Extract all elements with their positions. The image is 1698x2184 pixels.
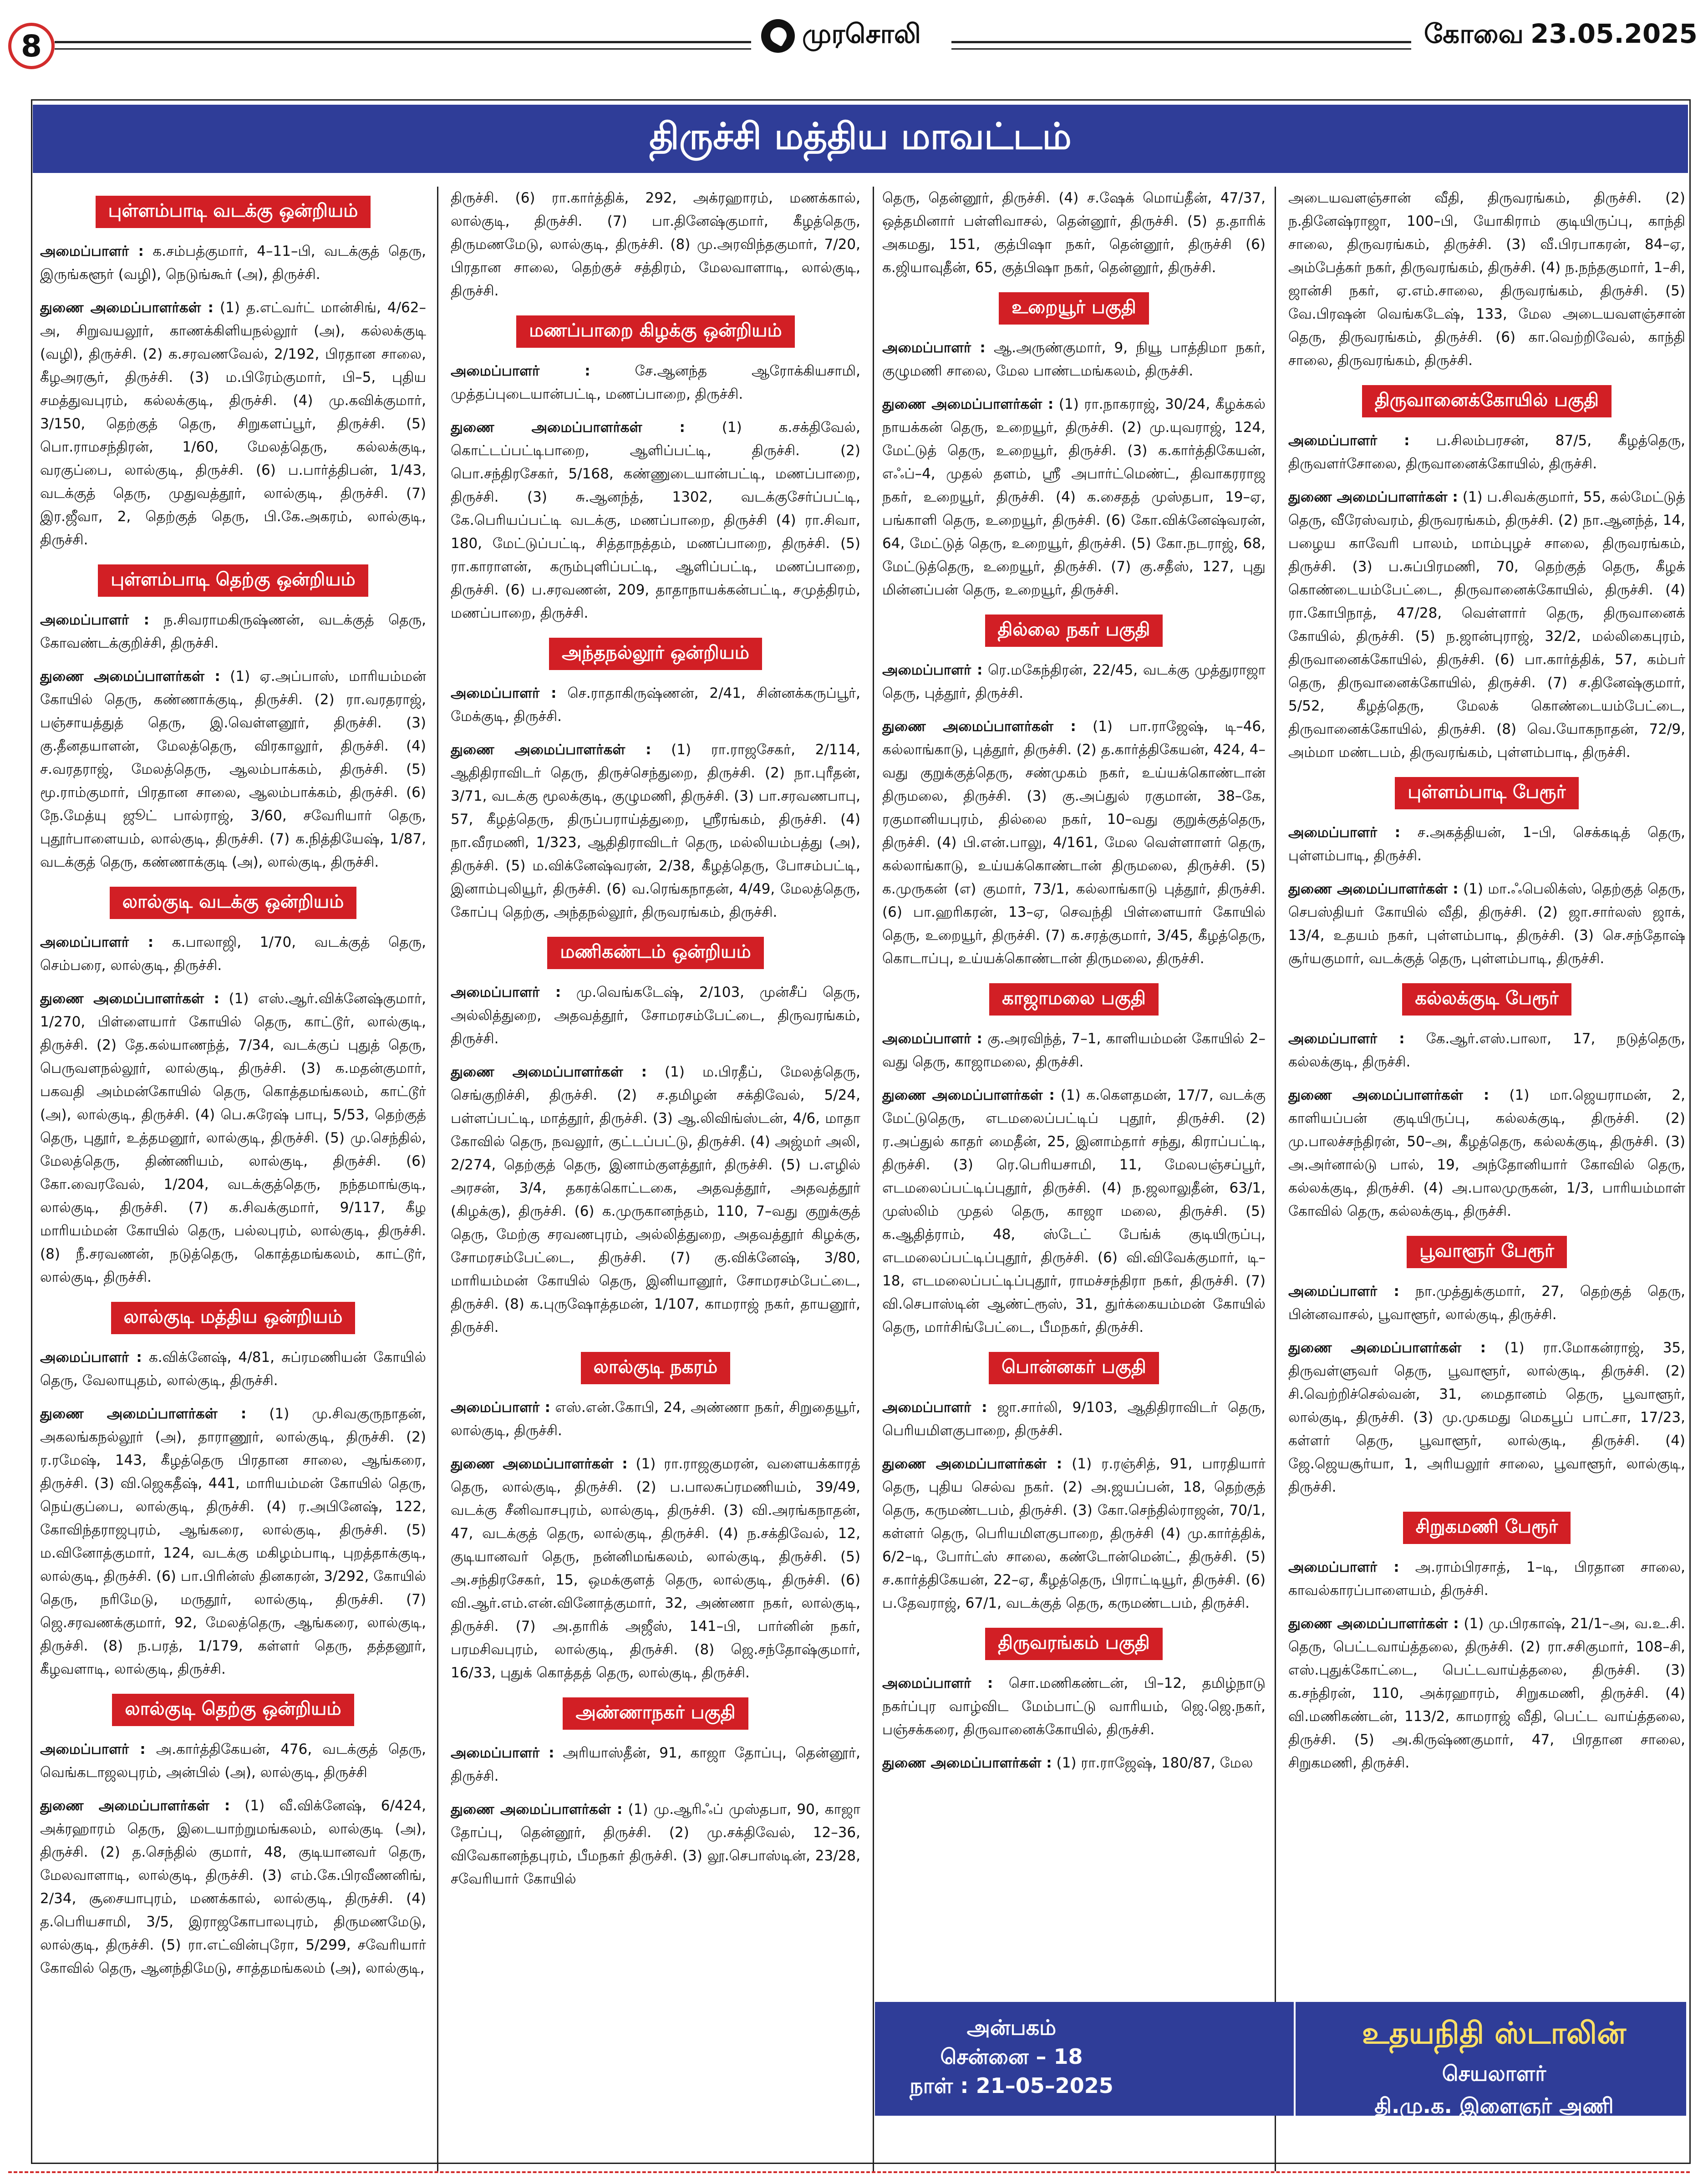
member-details: (1) மு.பிரகாஷ், 21/1–அ, வ.உ.சி. தெரு, பெட்டவாய்த்தலை, திருச்சி. (2) ரா.சசிகுமார், 108–சி, எஸ்.புதுக்கோட்டை, பெட்டவாய்த்தலை, திருச்சி. (3) க.சந்திரன், 110, அக்ரஹாரம், சிறுகமணி, திருச்சி. (4) வி.மணிகண்டன், 113/2, காமராஜ் வீதி, பெட்ட வாய்த்தலை, திருச்சி. (5) அ.கிருஷ்ணகுமார், 47, பிரதான சாலை, சிறுகமணி, திருச்சி. [1288,1615,1685,1771]
column-divider-2 [873,187,874,2171]
member-paragraph [1288,486,1685,764]
section-heading: சிறுகமணி பேரூர் [1403,1512,1571,1544]
role-label: துணை அமைப்பாளர்கள் : [882,718,1076,735]
section [40,564,426,874]
section [451,315,860,625]
member-paragraph [882,659,1266,705]
role-label: துணை அமைப்பாளர்கள் : [451,1801,623,1818]
role-label: அமைப்பாளர் : [1288,1031,1405,1047]
section-heading: உறையூர் பகுதி [999,292,1149,325]
role-label: அமைப்பாளர் : [451,984,561,1001]
member-paragraph [1288,1084,1685,1223]
section [451,937,860,1339]
member-details: (1) ம.பிரதீப், மேலத்தெரு, செங்குறிச்சி, திருச்சி. (2) ச.தமிழன் சக்திவேல், 5/24, பள்ளப்பட்டி, மாத்தூர், திருச்சி. (3) ஆ.லிவிங்ஸ்டன், 4/6, மாதா கோவில் தெரு, நவலூர், குட்டப்பட்டு, திருச்சி. (4) அஜ்மர் அலி, 2/274, தெற்குத் தெரு, இனாம்குளத்தூர், திருச்சி. (5) ப.எழில் அரசன், 3/4, தகரக்கொட்டகை, அதவத்தூர், அதவத்தூர் (கிழக்கு), திருச்சி. (6) க.முருகானந்தம், 110, 7–வது குறுக்குத் தெரு, மேற்கு சரவணபுரம், அல்லித்துறை, அதவத்தூர் கிழக்கு, சோமரசம்பேட்டை, திருச்சி. (7) கு.விக்னேஷ், 3/80, மாரியம்மன் கோயில் தெரு, இனியானூர், சோமரசம்பேட்டை, திருச்சி. (8) க.புருஷோத்தமன், 1/107, காமராஜ் நகர், தாயனூர், திருச்சி. [451,1064,860,1336]
column-3 [882,187,1266,1989]
section [451,187,860,303]
member-details: திருச்சி. (6) ரா.கார்த்திக், 292, அக்ரஹாரம், மணக்கால், லால்குடி, திருச்சி. (7) பா.தினேஷ்குமார், கீழத்தெரு, திருமணமேடு, லால்குடி, திருச்சி. (8) மு.அரவிந்தகுமார், 7/20, பிரதான சாலை, தெற்குச் சத்திரம், மேலவாளாடி, லால்குடி, திருச்சி. [451,190,860,299]
member-paragraph [882,187,1266,279]
section [40,1694,426,1980]
column-divider-1 [437,187,438,2171]
member-paragraph [1288,187,1685,372]
masthead-rule-left-thin [55,48,751,50]
section-heading: பொன்னகர் பகுதி [989,1352,1159,1384]
role-label: அமைப்பாளர் : [40,1741,146,1757]
column-4 [1288,187,1685,2144]
member-paragraph [451,1742,860,1788]
member-paragraph [1288,1612,1685,1775]
section-heading: கல்லக்குடி பேரூர் [1402,983,1571,1016]
member-details: (1) எஸ்.ஆர்.விக்னேஷ்குமார், 1/270, பிள்ளையார் கோயில் தெரு, காட்டூர், லால்குடி, திருச்சி. (2) தே.கல்யாணந்த், 7/34, வடக்குப் புதுத் தெரு, பெருவளநல்லூர், லால்குடி, திருச்சி. (3) க.மதன்குமார், பகவதி அம்மன்கோயில் தெரு, கொத்தமங்கலம், காட்டூர் (அ), லால்குடி, திருச்சி. (4) பெ.சுரேஷ் பாபு, 5/53, தெற்குத் தெரு, புதூர், உத்தமனூர், லால்குடி, திருச்சி. (5) மு.செந்தில், மேலத்தெரு, திண்ணியம், லால்குடி, திருச்சி. (6) கோ.வைரவேல், 1/204, வடக்குத்தெரு, நந்தமாங்குடி, லால்குடி, திருச்சி. (7) க.சிவக்குமார், 9/117, கீழ மாரியம்மன் கோயில் தெரு, பல்லபுரம், லால்குடி, திருச்சி. (8) நீ.சரவணன், நடுத்தெரு, கொத்தமங்கலம், காட்டூர், லால்குடி, திருச்சி. [40,990,426,1285]
section [451,1352,860,1685]
member-paragraph [1288,821,1685,868]
section-heading: புள்ளம்பாடி தெற்கு ஒன்றியம் [98,564,368,597]
section-heading: திருவானைக்கோயில் பகுதி [1362,385,1612,417]
section [451,1697,860,1891]
member-details: கு.அரவிந்த், 7–1, காளியம்மன் கோயில் 2–வது தெரு, காஜாமலை, திருச்சி. [882,1031,1266,1070]
member-details: (1) ரா.ராஜேஷ், 180/87, மேல [1052,1755,1253,1771]
signoff-date: நாள் : 21–05–2025 [910,2073,1113,2098]
section-heading: லால்குடி தெற்கு ஒன்றியம் [112,1694,354,1726]
member-details: (1) மா.ஃபெலிக்ஸ், தெற்குத் தெரு, செபஸ்தியர் கோயில் வீதி, திருச்சி. (2) ஜா.சார்லஸ் ஜாக், 13/4, உதயம் நகர், புள்ளம்பாடி, திருச்சி. (3) செ.சந்தோஷ் சூர்யகுமார், வடக்குத் தெரு, புள்ளம்பாடி, திருச்சி. [1288,881,1685,967]
signatory-role: செயலாளர் [1442,2061,1546,2086]
member-paragraph [451,187,860,303]
section-heading: காஜாமலை பகுதி [989,983,1159,1016]
member-details: அடையவளஞ்சான் வீதி, திருவரங்கம், திருச்சி. (2) ந.தினேஷ்ராஜா, 100–பி, யோகிராம் குடியிருப்பு, காந்தி சாலை, திருவரங்கம், திருச்சி. (3) வீ.பிரபாகரன், 84–ஏ, அம்பேத்கர் நகர், திருவரங்கம், திருச்சி. (4) ந.நந்தகுமார், 1–சி, ஜான்சி நகர், ஏ.எம்.சாலை, திருவரங்கம், திருச்சி. (5) வே.பிரஷன் வெங்கடேஷ், 133, மேல அடையவளஞ்சான் தெரு, திருவரங்கம், திருச்சி. (6) கா.வெற்றிவேல், காந்தி சாலை, திருவரங்கம், திருச்சி. [1288,190,1685,369]
member-details: க.விக்னேஷ், 4/81, சுப்ரமணியன் கோயில் தெரு, வேலாயுதம், லால்குடி, திருச்சி. [40,1349,426,1389]
member-details: (1) மு.சிவகுருநாதன், அகலங்கநல்லூர் (அ), தாராணூர், லால்குடி, திருச்சி. (2) ர.ரமேஷ், 143, கீழத்தெரு பிரதான சாலை, ஆங்கரை, திருச்சி. (3) வி.ஜெகதீஷ், 441, மாரியம்மன் கோயில் தெரு, நெய்குப்பை, லால்குடி, திருச்சி. (4) ர.அபினேஷ், 122, கோவிந்தராஜபுரம், ஆங்கரை, லால்குடி, திருச்சி. (5) ம.வினோத்குமார், 124, வடக்கு மகிழம்பாடி, புறத்தாக்குடி, லால்குடி, திருச்சி. (6) பா.பிரின்ஸ் தினகரன், 3/292, கோயில் தெரு, நரிமேடு, மருதூர், லால்குடி, திருச்சி. (7) ஜெ.சரவணக்குமார், 92, மேலத்தெரு, ஆங்கரை, லால்குடி, திருச்சி. (8) ந.பரத், 1/179, கள்ளர் தெரு, தத்தனூர், கீழவளாடி, லால்குடி, திருச்சி. [40,1406,426,1677]
role-label: அமைப்பாளர் : [882,1399,987,1416]
member-paragraph [40,1794,426,1980]
member-details: ச.அகத்தியன், 1–பி, செக்கடித் தெரு, புள்ளம்பாடி, திருச்சி. [1288,824,1685,864]
section-heading: அந்தநல்லூர் ஒன்றியம் [549,638,762,670]
edition-name: கோவை [1424,18,1524,49]
section [882,1628,1266,1775]
member-paragraph [40,1738,426,1784]
member-details: (1) ஏ.அப்பாஸ், மாரியம்மன் கோயில் தெரு, கண்ணாக்குடி, திருச்சி. (2) ரா.வரதராஜ், பஞ்சாயத்துத் தெரு, இ.வெள்ளனூர், திருச்சி. (3) கு.தீனதயாளன், மேலத்தெரு, விரகாலூர், திருச்சி. (4) ச.வரதராஜ், மேலத்தெரு, ஆலம்பாக்கம், திருச்சி. (5) மூ.ராம்குமார், பிரதான சாலை, ஆலம்பாக்கம், திருச்சி. (6) நே.மேத்யு ஜூட் பால்ராஜ், 3/60, சவேரியார் தெரு, புதூர்பாளையம், லால்குடி, திருச்சி. (7) க.நித்தியேஷ், 1/87, வடக்குத் தெரு, கண்ணாக்குடி (அ), லால்குடி, திருச்சி. [40,668,426,870]
column-2 [451,187,860,2144]
section-heading: பூவாளூர் பேரூர் [1407,1236,1567,1268]
member-paragraph [882,1453,1266,1615]
member-paragraph [882,1752,1266,1775]
role-label: அமைப்பாளர் : [1288,1283,1399,1300]
section [451,638,860,924]
member-paragraph [1288,1027,1685,1074]
role-label: அமைப்பாளர் : [451,1745,554,1761]
footer-dashed-rule [8,2171,1690,2173]
member-paragraph [1288,429,1685,476]
section [1288,187,1685,372]
role-label: துணை அமைப்பாளர்கள் : [451,419,685,436]
section [40,1302,426,1681]
member-details: சொ.மணிகண்டன், பி–12, தமிழ்நாடு நகர்ப்புர வாழ்விட மேம்பாட்டு வாரியம், ஜெ.ஜெ.நகர், பஞ்சக்கரை, திருவானைக்கோயில், திருச்சி. [882,1675,1266,1738]
role-label: துணை அமைப்பாளர்கள் : [1288,489,1458,505]
member-paragraph [40,240,426,286]
member-details: நா.முத்துக்குமார், 27, தெற்குத் தெரு, பின்னவாசல், பூவாளூர், லால்குடி, திருச்சி. [1288,1283,1685,1323]
member-paragraph [40,665,426,874]
signoff-signatory [1312,2002,1676,2116]
role-label: அமைப்பாளர் : [882,1031,982,1047]
role-label: துணை அமைப்பாளர்கள் : [451,742,651,758]
member-paragraph [1288,1280,1685,1326]
member-details: (1) ப.சிவக்குமார், 55, கல்மேட்டுத் தெரு, வீரேஸ்வரம், திருவரங்கம், திருச்சி. (2) நா.ஆனந்த், 14, பழைய காவேரி பாலம், மாம்புழச் சாலை, திருவரங்கம், திருச்சி. (3) ப.சுப்பிரமணி, 70, தெற்குத் தெரு, கீழக் கொண்டையம்பேட்டை, திருவானைக்கோயில், திருச்சி. (4) ரா.கோபிநாத், 47/28, வெள்ளார் தெரு, திருவானைக் கோயில், திருச்சி. (5) ந.ஜான்புராஜ், 32/2, மல்லிகைபுரம், திருவானைக்கோயில், திருச்சி. (6) பா.கார்த்திக், 57, கம்பர் தெரு, திருவானைக்கோயில், திருச்சி. (7) ச.தினேஷ்குமார், 5/52, கீழத்தெரு, மேலக் கொண்டையம்பேட்டை, திருவானைக்கோயில், திருச்சி. (8) வெ.யோகநாதன், 72/9, அம்மா மண்டபம், திருவரங்கம், புள்ளம்பாடி, திருச்சி. [1288,489,1685,761]
masthead-rule-right-thin [951,48,1411,50]
member-paragraph [451,1061,860,1339]
member-details: (1) பா.ராஜேஷ், டி–46, கல்லாங்காடு, புத்தூர், திருச்சி. (2) த.கார்த்திகேயன், 424, 4–வது குறுக்குத்தெரு, சண்முகம் நகர், உய்யக்கொண்டான் திருமலை, திருச்சி. (3) கு.அப்துல் ரகுமான், 38–கே, ரகுமானியபுரம், தில்லை நகர், 10–வது குறுக்குத்தெரு, திருச்சி. (4) பி.என்.பாலு, 4/161, மேல வெள்ளாளர் தெரு, கல்லாங்காடு, உய்யக்கொண்டான் திருமலை, திருச்சி. (5) க.முருகன் (எ) குமார், 73/1, கல்லாங்காடு புத்தூர், திருச்சி. (6) பா.ஹரிகரன், 13–ஏ, செவந்தி பிள்ளையார் கோயில் தெரு, உறையூர், திருச்சி. (7) க.சரத்குமார், 3/45, கீழத்தெரு, கொடாப்பு, உய்யக்கொண்டான் திருமலை, திருச்சி. [882,718,1266,967]
masthead [0,0,1698,91]
role-label: துணை அமைப்பாளர்கள் : [40,990,220,1007]
member-details: (1) க.கௌதமன், 17/7, வடக்கு மேட்டுதெரு, எடமலைப்பட்டிப் புதூர், திருச்சி. (2) ர.அப்துல் காதர் மைதீன், 25, இனாம்தார் சந்து, கிராப்பட்டி, திருச்சி. (3) ரெ.பெரியசாமி, 11, மேலபஞ்சப்பூர், எடமலைப்பட்டிப்புதூர், திருச்சி. (4) ந.ஜலாலுதீன், 63/1, முஸ்லிம் முதல் தெரு, காஜா மலை, திருச்சி. (5) க.ஆதித்ராம், 48, ஸ்டேட் பேங்க் குடியிருப்பு, எடமலைப்பட்டிப்புதூர், திருச்சி. (6) வி.விவேக்குமார், டி–18, எடமலைப்பட்டிப்புதூர், ராமச்சந்திரா நகர், திருச்சி. (7) வி.செபாஸ்டின் ஆண்ட்ரூஸ், 31, துர்க்கையம்மன் கோயில் தெரு, மார்சிங்பேட்டை, பீமநகர், திருச்சி. [882,1087,1266,1336]
rising-sun-emblem-icon [761,19,795,53]
member-paragraph [451,738,860,924]
role-label: அமைப்பாளர் : [882,1675,993,1691]
member-details: (1) ரா.ராஜசேகர், 2/114, ஆதிதிராவிடர் தெரு, திருச்செந்துறை, திருச்சி. (2) நா.புரீதன், 3/71, வடக்கு மூலக்குடி, குழுமணி, திருச்சி. (3) பா.சரவணபாபு, 57, கீழத்தெரு, திருப்பராய்த்துறை, ஸ்ரீரங்கம், திருச்சி. (4) நா.வீரமணி, 1/323, ஆதிதிராவிடர் தெரு, மல்லியம்பத்து (அ), திருச்சி. (5) ம.விக்னேஷ்வரன், 2/38, கீழத்தெரு, போசம்பட்டி, இனாம்புலியூர், திருச்சி. (6) வ.ரெங்கநாதன், 4/49, மேலத்தெரு, கோப்பு தெற்கு, அந்தநல்லூர், திருவரங்கம், திருச்சி. [451,742,860,920]
member-details: ஜா.சார்லி, 9/103, ஆதிதிராவிடர் தெரு, பெரியமிளகுபாறை, திருச்சி. [882,1399,1266,1439]
column-1 [40,191,426,2148]
member-details: க.சம்பத்குமார், 4–11–பி, வடக்குத் தெரு, இருங்களூர் (வழி), நெடுங்கூர் (அ), திருச்சி. [40,243,426,283]
section-heading: மணிகண்டம் ஒன்றியம் [547,937,763,969]
signoff-box [875,2002,1686,2116]
role-label: துணை அமைப்பாளர்கள் : [1288,1615,1459,1632]
section [40,887,426,1289]
role-label: அமைப்பாளர் : [40,612,150,628]
role-label: அமைப்பாளர் : [882,340,986,356]
section-heading: திருவரங்கம் பகுதி [985,1628,1162,1660]
member-details: (1) வீ.விக்னேஷ், 6/424, அக்ரஹாரம் தெரு, இடையாற்றுமங்கலம், லால்குடி (அ), திருச்சி. (2) த.செந்தில் குமார், 48, குடியானவர் தெரு, மேலவாளாடி, லால்குடி, திருச்சி. (3) எம்.கே.பிரவீணனிங், 2/34, சூசையாபுரம், மணக்கால், லால்குடி, திருச்சி. (4) த.பெரியசாமி, 3/5, இராஜகோபாலபுரம், திருமணமேடு, லால்குடி, திருச்சி. (5) ரா.எட்வின்புரோ, 5/299, சவேரியார் கோவில் தெரு, ஆனந்திமேடு, சாத்தமங்கலம் (அ), லால்குடி, [40,1798,426,1976]
member-details: (1) ர.ரஞ்சித், 91, பாரதியார் தெரு, புதிய செல்வ நகர். (2) அ.ஜயப்பன், 18, தெற்குத் தெரு, கருமண்டபம், திருச்சி. (3) கோ.செந்தில்ராஜன், 70/1, கள்ளர் தெரு, பெரியமிளகுபாறை, திருச்சி (4) மு.கார்த்திக், 6/2–டி, போர்ட்ஸ் சாலை, கண்டோன்மென்ட், திருச்சி. (5) ச.கார்த்திகேயன், 22–ஏ, கீழத்தெரு, பிராட்டியூர், திருச்சி. (6) ப.தேவராஜ், 67/1, வடக்குத் தெரு, கருமண்டபம், திருச்சி. [882,1456,1266,1611]
masthead-rule-right [951,41,1411,43]
member-paragraph [882,1396,1266,1442]
member-details: (1) த.எட்வர்ட் மான்சிங், 4/62–அ, சிறுவயலூர், காணக்கிளியநல்லூர் (அ), கல்லக்குடி (வழி), திருச்சி. (2) க.சரவணவேல், 2/192, பிரதான சாலை, கீழஅரசூர், திருச்சி. (3) ம.பிரேம்குமார், பி–5, புதிய சமத்துவபுரம், கல்லக்குடி, திருச்சி. (4) மு.கவிக்குமார், 3/150, தெற்குத் தெரு, சிறுகளப்பூர், திருச்சி. (5) பொ.ராமசந்திரன், 1/60, மேலத்தெரு, கல்லக்குடி, வரகுப்பை, லால்குடி, திருச்சி. (6) ப.பார்த்திபன், 1/43, வடக்குத் தெரு, முதுவத்தூர், லால்குடி, திருச்சி. (7) இர.ஜீவா, 2, தெற்குத் தெரு, பி.கே.அகரம், லால்குடி, திருச்சி. [40,300,426,548]
member-details: சே.ஆனந்த ஆரோக்கியசாமி, முத்தப்புடையான்பட்டி, மணப்பாறை, திருச்சி. [451,363,860,402]
role-label: அமைப்பாளர் : [451,685,557,701]
role-label: அமைப்பாளர் : [1288,432,1410,449]
member-details: மு.வெங்கடேஷ், 2/103, முன்சீப் தெரு, அல்லித்துறை, அதவத்தூர், சோமரசம்பேட்டை, திருவரங்கம், திருச்சி. [451,984,860,1047]
member-details: ப.சிலம்பரசன், 87/5, கீழத்தெரு, திருவளர்சோலை, திருவானைக்கோயில், திருச்சி. [1288,432,1685,472]
member-paragraph [40,296,426,552]
signoff-divider [1294,2002,1296,2116]
section-heading: லால்குடி மத்திய ஒன்றியம் [111,1302,356,1334]
role-label: துணை அமைப்பாளர்கள் : [882,396,1054,412]
masthead-rule-left [55,41,751,43]
role-label: அமைப்பாளர் : [40,934,154,950]
section [1288,777,1685,970]
member-paragraph [40,1402,426,1681]
role-label: துணை அமைப்பாளர்கள் : [40,300,214,316]
role-label: அமைப்பாளர் : [1288,1559,1399,1575]
role-label: அமைப்பாளர் : [40,243,144,259]
member-paragraph [451,682,860,728]
member-details: க.பாலாஜி, 1/70, வடக்குத் தெரு, செம்பரை, லால்குடி, திருச்சி. [40,934,426,974]
member-paragraph [882,1027,1266,1074]
role-label: துணை அமைப்பாளர்கள் : [40,1406,247,1422]
section-heading: புள்ளம்பாடி வடக்கு ஒன்றியம் [96,196,371,228]
member-details: ஆ.அருண்குமார், 9, நியூ பாத்திமா நகர், குழுமணி சாலை, மேல பாண்டமங்கலம், திருச்சி. [882,340,1266,379]
signoff-city: சென்னை – 18 [940,2044,1083,2069]
section [882,187,1266,279]
role-label: துணை அமைப்பாளர்கள் : [882,1755,1052,1771]
section [882,983,1266,1339]
role-label: துணை அமைப்பாளர்கள் : [882,1456,1063,1472]
member-details: எஸ்.என்.கோபி, 24, அண்ணா நகர், சிறுதையூர், லால்குடி, திருச்சி. [451,1399,860,1439]
section-heading: அண்ணாநகர் பகுதி [563,1697,748,1730]
signatory-wing: தி.மு.க. இளைஞர் அணி [1374,2093,1614,2118]
member-paragraph [451,1453,860,1685]
role-label: துணை அமைப்பாளர்கள் : [882,1087,1055,1103]
member-paragraph [882,1084,1266,1339]
section [882,615,1266,970]
role-label: துணை அமைப்பாளர்கள் : [40,1798,230,1814]
role-label: அமைப்பாளர் : [451,1399,551,1416]
member-paragraph [451,416,860,625]
section [40,196,426,552]
section-heading: புள்ளம்பாடி பேரூர் [1395,777,1578,809]
role-label: அமைப்பாளர் : [451,363,590,379]
member-details: கே.ஆர்.எஸ்.பாலா, 17, நடுத்தெரு, கல்லக்குடி, திருச்சி. [1288,1031,1685,1070]
member-details: (1) ரா.நாகராஜ், 30/24, கீழக்கல் நாயக்கன் தெரு, உறையூர், திருச்சி. (2) மு.யுவராஜ், 124, மேட்டுத் தெரு, உறையூர், திருச்சி. (3) க.கார்த்திகேயன், எஃப்–4, முதல் தளம், ஸ்ரீ அபார்ட்மெண்ட், திவாகரராஜ நகர், உறையூர், திருச்சி. (4) க.சைதத் முஸ்தபா, 19–ஏ, பங்காளி தெரு, உறையூர், திருச்சி. (6) கோ.விக்னேஷ்வரன், 64, மேட்டுத் தெரு, உறையூர், திருச்சி. (5) கோ.நடராஜ், 68, மேட்டுத்தெரு, உறையூர், திருச்சி. (7) கு.சதீஸ், 127, புது மின்னப்பன் தெரு, உறையூர், திருச்சி. [882,396,1266,598]
member-paragraph [1288,1556,1685,1602]
member-details: (1) ரா.ராஜகுமரன், வளையக்காரத் தெரு, லால்குடி, திருச்சி. (2) ப.பாலசுப்ரமணியம், 39/49, வடக்கு சீனிவாசபுரம், லால்குடி, திருச்சி. (3) வி.அரங்கநாதன், 47, வடக்குத் தெரு, லால்குடி, திருச்சி. (4) ந.சக்திவேல், 12, குடியானவர் தெரு, நன்னிமங்கலம், லால்குடி, திருச்சி. (5) அ.சந்திரசேகர், 15, ஒமக்குளத் தெரு, லால்குடி, திருச்சி. (6) வி.ஆர்.எம்.என்.வினோத்குமார், 32, அண்ணா நகர், லால்குடி, திருச்சி. (7) அ.தாரிக் அஜீஸ், 141–பி, பார்னின் நகர், பரமசிவபுரம், லால்குடி, திருச்சி. (8) ஜெ.சந்தோஷ்குமார், 16/33, புதுக் கொத்தத் தெரு, லால்குடி, திருச்சி. [451,1456,860,1681]
member-details: (1) க.சக்திவேல், கொட்டப்பட்டிபாறை, ஆளிப்பட்டி, திருச்சி. (2) பொ.சந்திரசேகர், 5/168, கண்ணுடையான்பட்டி, மணப்பாறை, திருச்சி. (3) சு.ஆனந்த், 1302, வடக்குசேர்ப்பட்டி, கே.பெரியப்பட்டி வடக்கு, மணப்பாறை, திருச்சி (4) ரா.சிவா, 180, மேட்டுப்பட்டி, சித்தாநத்தம், மணப்பாறை, திருச்சி. (5) ரா.காராளன், கரும்புளிப்பட்டி, ஆளிப்பட்டி, மணப்பாறை, திருச்சி. (6) ப.சரவணன், 209, தாதாநாயக்கன்பட்டி, சமுத்திரம், மணப்பாறை, திருச்சி. [451,419,860,621]
role-label: துணை அமைப்பாளர்கள் : [1288,881,1459,897]
member-details: (1) ரா.மோகன்ராஜ், 35, திருவள்ளுவர் தெரு, பூவாளூர், லால்குடி, திருச்சி. (2) சி.வெற்றிச்செல்வன், 31, மைதானம் தெரு, பூவாளூர், லால்குடி, திருச்சி. (3) மு.முகமது மெகபூப் பாட்சா, 17/23, கள்ளர் தெரு, பூவாளூர், லால்குடி, திருச்சி. (4) ஜே.ஜெயசூர்யா, 1, அரியலூர் சாலை, பூவாளூர், லால்குடி, திருச்சி. [1288,1340,1685,1495]
section-heading: லால்குடி நகரம் [581,1352,730,1384]
member-details: (1) மு.ஆரிஃப் முஸ்தபா, 90, காஜா தோப்பு, தென்னூர், திருச்சி. (2) மு.சக்திவேல், 12–36, விவேகானந்தபுரம், பீமநகர் திருச்சி. (3) லூ.செபாஸ்டின், 23/28, சவேரியார் கோயில் [451,1801,860,1887]
section [882,292,1266,602]
member-paragraph [882,336,1266,383]
section [1288,385,1685,764]
role-label: துணை அமைப்பாளர்கள் : [1288,1087,1490,1103]
member-paragraph [40,609,426,655]
member-paragraph [1288,878,1685,970]
column-divider-3 [1275,187,1276,2171]
member-paragraph [882,715,1266,970]
section-heading: லால்குடி வடக்கு ஒன்றியம் [110,887,357,919]
member-details: அரியாஸ்தீன், 91, காஜா தோப்பு, தென்னூர், திருச்சி. [451,1745,860,1784]
role-label: அமைப்பாளர் : [1288,824,1401,841]
role-label: அமைப்பாளர் : [40,1349,142,1366]
issue-date: 23.05.2025 [1530,18,1698,49]
member-details: அ.கார்த்திகேயன், 476, வடக்குத் தெரு, வெங்கடாஜலபுரம், அன்பில் (அ), லால்குடி, திருச்சி [40,1741,426,1781]
page-number: 8 [8,23,55,69]
member-paragraph [451,1798,860,1891]
member-details: ந.சிவராமகிருஷ்ணன், வடக்குத் தெரு, கோவண்டக்குறிச்சி, திருச்சி. [40,612,426,651]
section [1288,1236,1685,1499]
member-details: அ.ராம்பிரசாத், 1–டி, பிரதான சாலை, காவல்காரப்பாளையம், திருச்சி. [1288,1559,1685,1599]
member-paragraph [451,1396,860,1442]
role-label: அமைப்பாளர் : [882,662,983,678]
section [1288,983,1685,1223]
section [1288,1512,1685,1775]
member-paragraph [40,931,426,977]
member-paragraph [1288,1336,1685,1499]
signoff-greeting: அன்பகம் [966,2015,1057,2040]
member-details: செ.ராதாகிருஷ்ணன், 2/41, சின்னக்கருப்பூர், மேக்குடி, திருச்சி. [451,685,860,725]
member-details: தெரு, தென்னூர், திருச்சி. (4) ச.ஷேக் மொய்தீன், 47/37, ஒத்தமினார் பள்ளிவாசல், தென்னூர், திருச்சி. (5) த.தாரிக் அகமது, 151, குத்பிஷா நகர், தென்னூர், திருச்சி (6) க.ஜியாவுதீன், 65, குத்பிஷா நகர், தென்னூர், திருச்சி. [882,190,1266,276]
member-paragraph [40,1346,426,1392]
district-banner-title: திருச்சி மத்திய மாவட்டம் [33,105,1688,173]
section [882,1352,1266,1615]
role-label: துணை அமைப்பாளர்கள் : [1288,1340,1486,1356]
member-details: (1) மா.ஜெயராமன், 2, காளியப்பன் குடியிருப்பு, கல்லக்குடி, திருச்சி. (2) மு.பாலச்சந்திரன், 50–அ, கீழத்தெரு, கல்லக்குடி, திருச்சி. (3) அ.அர்னால்டு பால், 19, அந்தோனியார் கோவில் தெரு, கல்லக்குடி, திருச்சி. (4) அ.பாலமுருகன், 1/3, பாரியம்மாள் கோவில் தெரு, கல்லக்குடி, திருச்சி. [1288,1087,1685,1219]
section-heading: மணப்பாறை கிழக்கு ஒன்றியம் [516,315,795,348]
role-label: துணை அமைப்பாளர்கள் : [451,1456,628,1472]
section-heading: தில்லை நகர் பகுதி [985,615,1163,647]
member-paragraph [451,360,860,406]
newspaper-name: முரசொலி [802,18,921,49]
member-paragraph [451,981,860,1051]
member-paragraph [40,987,426,1289]
member-paragraph [882,1672,1266,1742]
signatory-name: உதயநிதி ஸ்டாலின் [1362,2016,1627,2051]
role-label: துணை அமைப்பாளர்கள் : [451,1064,647,1080]
role-label: துணை அமைப்பாளர்கள் : [40,668,220,685]
member-details: ரெ.மகேந்திரன், 22/45, வடக்கு முத்துராஜா தெரு, புத்தூர், திருச்சி. [882,662,1266,701]
signoff-address [875,2002,1148,2127]
member-paragraph [882,393,1266,602]
